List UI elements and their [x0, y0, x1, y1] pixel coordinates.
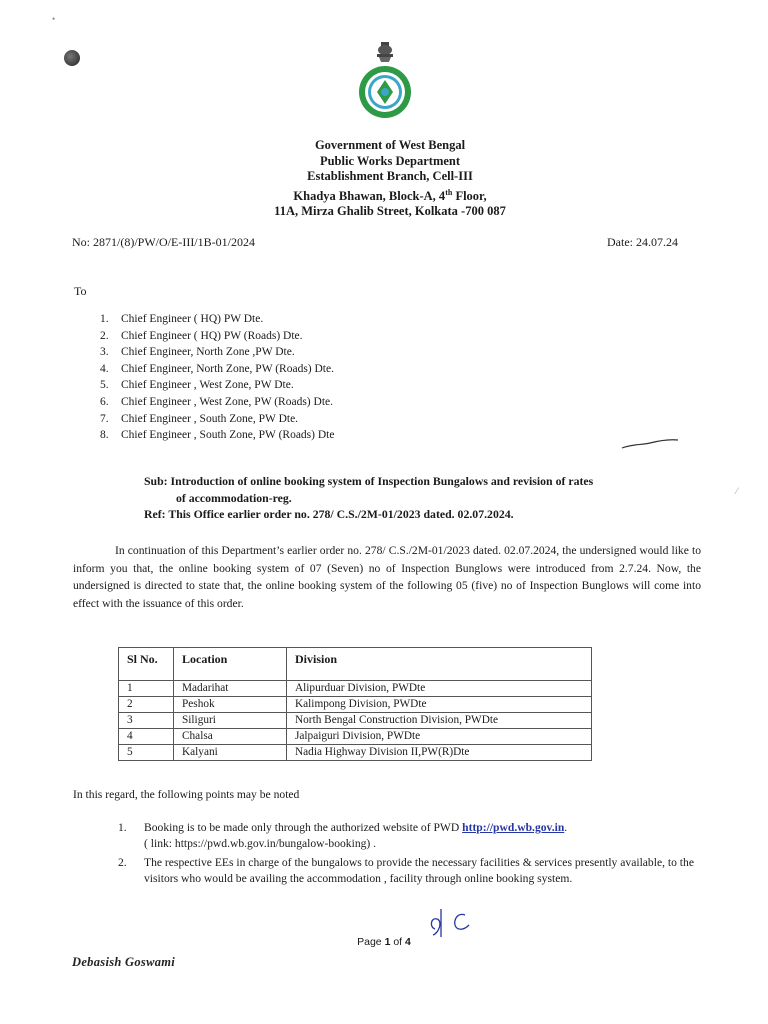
cell-location: Kalyani [174, 745, 287, 761]
punch-hole-icon [64, 50, 80, 66]
points-intro: In this regard, the following points may be noted [73, 788, 300, 801]
reference-line: Ref: This Office earlier order no. 278/ C.S./2M-01/2023 dated. 02.07.2024. [144, 507, 514, 521]
header-government: Government of West Bengal [314, 138, 466, 152]
cell-location: Siliguri [174, 713, 287, 729]
cell-slno: 5 [119, 745, 174, 761]
list-item: 7. Chief Engineer , South Zone, PW Dte. [100, 412, 299, 425]
header-address: 11A, Mirza Ghalib Street, Kolkata -700 087 [274, 204, 506, 219]
pwd-website-link[interactable]: http://pwd.wb.gov.in [462, 821, 565, 834]
signature: Debasish Goswami [72, 955, 176, 969]
cell-slno: 2 [119, 697, 174, 713]
cell-location: Peshok [174, 697, 287, 713]
subject-line: Sub: Introduction of online booking system of Inspection Bungalows and revision of rates [144, 474, 594, 488]
list-item: 2. The respective EEs in charge of the bungalows to provide the necessary facilities & services presently available, to the visitors who would be availing the accommodation , facility through online booking system. [118, 856, 694, 885]
booking-link-note: ( link: https://pwd.wb.gov.in/bungalow-booking) . [144, 837, 377, 850]
list-item: 3. Chief Engineer, North Zone ,PW Dte. [100, 346, 295, 359]
column-header-division: Division [287, 648, 592, 681]
header-building: Khadya Bhawan, Block-A, 4th Floor, [293, 187, 487, 203]
cell-location: Madarihat [174, 681, 287, 697]
header-department: Public Works Department [319, 153, 461, 168]
table-row [119, 713, 592, 729]
pen-stroke-icon [620, 436, 680, 450]
body-paragraph: In continuation of this Department’s earlier order no. 278/ C.S./2M-01/2023 dated. 02.07.2024, the undersigned would like to inform you that, the online booking system of 07 (Seven) no of Inspection Bunglows were introduced from 2.7.24. Now, the undersigned is directed to state that, the online booking system of the following 05 (five) no of Inspection Bunglows will come into effect with the issuance of this order. [73, 544, 701, 610]
letterhead [150, 138, 630, 220]
current-page-number: 1 [384, 936, 391, 948]
cell-slno: 4 [119, 729, 174, 745]
header-branch: Establishment Branch, Cell-III [307, 169, 473, 183]
cell-slno: 3 [119, 713, 174, 729]
bungalow-table [118, 647, 592, 761]
cell-slno: 1 [119, 681, 174, 697]
west-bengal-emblem-icon [355, 40, 415, 130]
column-header-location: Location [174, 648, 287, 681]
list-item: 4. Chief Engineer, North Zone, PW (Roads) Dte. [100, 362, 334, 375]
memo-number: No: 2871/(8)/PW/O/E-III/1B-01/2024 [72, 235, 255, 249]
list-item: 6. Chief Engineer , West Zone, PW (Roads) Dte. [100, 395, 333, 408]
scan-mark: ⁄ [736, 486, 738, 496]
subject-line-continued: of accommodation-reg. [176, 490, 292, 505]
total-pages: 4 [405, 936, 411, 948]
memo-date: Date: 24.07.24 [607, 235, 678, 249]
list-item: 1. Chief Engineer ( HQ) PW Dte. [100, 313, 264, 325]
cell-division: Jalpaiguri Division, PWDte [287, 729, 592, 745]
page-footer: Page 1 of 4 [357, 936, 411, 948]
subject-block [144, 473, 704, 523]
points-list [118, 820, 702, 890]
recipient-list [100, 311, 334, 444]
cell-division: North Bengal Construction Division, PWDte [287, 713, 592, 729]
table-row [119, 745, 592, 761]
cell-division: Alipurduar Division, PWDte [287, 681, 592, 697]
scan-speck: • [52, 14, 56, 24]
list-item: 1. Booking is to be made only through the authorized website of PWD http://pwd.wb.gov.in. ( link: https://pwd.wb.gov.in/bungalow-booking) . [118, 821, 568, 850]
list-item: 2. Chief Engineer ( HQ) PW (Roads) Dte. [100, 329, 303, 342]
table-row [119, 729, 592, 745]
addressee-label: To [74, 284, 87, 298]
list-item: 8. Chief Engineer , South Zone, PW (Roads) Dte [100, 429, 335, 442]
column-header-slno: Sl No. [119, 648, 174, 681]
table-row [119, 697, 592, 713]
cell-division: Kalimpong Division, PWDte [287, 697, 592, 713]
table-row [119, 681, 592, 697]
cell-division: Nadia Highway Division II,PW(R)Dte [287, 745, 592, 761]
table-header-row [119, 648, 592, 681]
handwritten-initials-icon [425, 905, 485, 939]
list-item: 5. Chief Engineer , West Zone, PW Dte. [100, 379, 294, 392]
cell-location: Chalsa [174, 729, 287, 745]
